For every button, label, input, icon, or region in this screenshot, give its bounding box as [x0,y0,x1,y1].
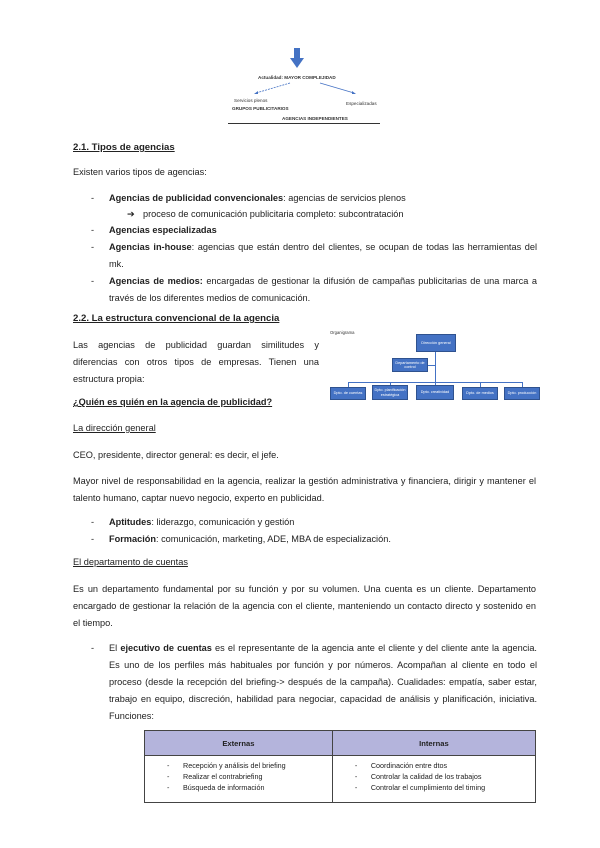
down-arrow-icon [290,48,304,68]
section-2-1-heading: 2.1. Tipos de agencias [73,142,175,153]
table-cell-internas [332,756,535,803]
diagram-branch-arrows [250,82,360,96]
bullet-dash: - [91,643,95,653]
org-box-direccion: Dirección general [416,334,456,352]
section-2-2-heading: 2.2. La estructura convencional de la agencia [73,313,280,324]
diagram-left-sub: GRUPOS PUBLICITARIOS [232,106,289,111]
agency-type-item: - Agencias de publicidad convencionales: agencias de servicios plenos [91,190,537,207]
org-box-medios: Dpto. de medios [462,387,498,400]
list-item: - Controlar la calidad de los trabajos [354,772,482,781]
section-2-1-intro: Existen varios tipos de agencias: [73,167,207,177]
list-item: - Búsqueda de información [167,783,265,792]
bullet-dash: - [91,242,95,252]
direccion-heading: La dirección general [73,423,156,433]
diagram-left-label: Servicios plenos [234,98,268,103]
agency-sub-item: ➔ proceso de comunicación publicitaria completo: subcontratación [127,209,404,219]
org-box-control: Departamento de control [392,358,428,372]
table-row [145,756,536,803]
direccion-item: - Formación: comunicación, marketing, ADE, MBA de especialización. [91,531,537,548]
table-header-internas: Internas [332,731,535,756]
org-box-produccion: Dpto. producción [504,387,540,400]
org-box-planificacion: Dpto. planificación estratégica [372,385,408,400]
bullet-dash: - [91,517,95,527]
org-chart [330,330,540,405]
right-arrow-icon: ➔ [127,209,135,219]
org-connector [428,365,436,366]
bullet-dash: - [91,193,95,203]
agency-type-item: - Agencias especializadas [91,222,537,239]
section-2-2-intro: Las agencias de publicidad guardan similitudes y diferencias con otros tipos de empresas. Tienen una estructura propia: [73,340,319,384]
agency-type-item: - Agencias in-house: agencias que están dentro del clientes, se ocupan de todas las herramientas del mk. [91,239,537,273]
diagram-right-label: Especializadas [346,101,377,106]
question-heading: ¿Quién es quién en la agencia de publicidad? [73,397,273,407]
bullet-dash: - [91,276,95,286]
list-item: - Coordinación entre dtos [354,761,448,770]
direccion-p1: CEO, presidente, director general: es decir, el jefe. [73,450,279,460]
list-item: - Controlar el cumplimiento del timing [354,783,486,792]
org-box-creatividad: Dpto. creatividad [416,385,454,400]
cuentas-heading: El departamento de cuentas [73,557,188,567]
list-item: - Recepción y análisis del briefing [167,761,286,770]
table-header-externas: Externas [145,731,333,756]
list-item: - Realizar el contrabriefing [167,772,263,781]
diagram-bottom-label: AGENCIAS INDEPENDIENTES [282,116,348,121]
direccion-item: - Aptitudes: liderazgo, comunicación y gestión [91,514,537,531]
direccion-p2: Mayor nivel de responsabilidad en la agencia, realizar la gestión administrativa y financiera, dirigir y mantener el talento humano, captar nuevo negocio, experto en publicidad. [73,476,536,503]
funciones-table [144,730,536,803]
org-box-cuentas: Dpto. de cuentas [330,387,366,400]
bullet-dash: - [91,534,95,544]
org-chart-label: Organigrama [330,330,355,335]
diagram-baseline [228,123,380,124]
cuentas-p1: Es un departamento fundamental por su función y por su volumen. Una cuenta es un cliente. Departamento encargado de gestionar la relación de la agencia con el cliente, manteniendo un contacto directo y sostenido en el tiempo. [73,584,536,628]
bullet-dash: - [91,225,95,235]
agency-evolution-diagram [228,48,380,126]
ejecutivo-cuentas-item: - El ejecutivo de cuentas es el representante de la agencia ante el cliente y del cliente ante la agencia. Es uno de los perfiles más habituales por función y por números. Acompañan al cliente en todo el proceso (desde la recepción del briefing-> después de la campaña). Cualidades: empatía, saber estar, trabajo en equipo, discreción, habilidad para negociar, capacidad de análisis y planificación, iniciativa. Funciones: [91,640,537,725]
diagram-top-label: Actualidad: MAYOR COMPLEJIDAD [258,75,336,80]
table-cell-externas [145,756,333,803]
agency-type-item: - Agencias de medios: encargadas de gestionar la difusión de campañas publicitarias de una marca a través de los diferentes medios de comunicación. [91,273,537,307]
org-connector [348,382,522,383]
